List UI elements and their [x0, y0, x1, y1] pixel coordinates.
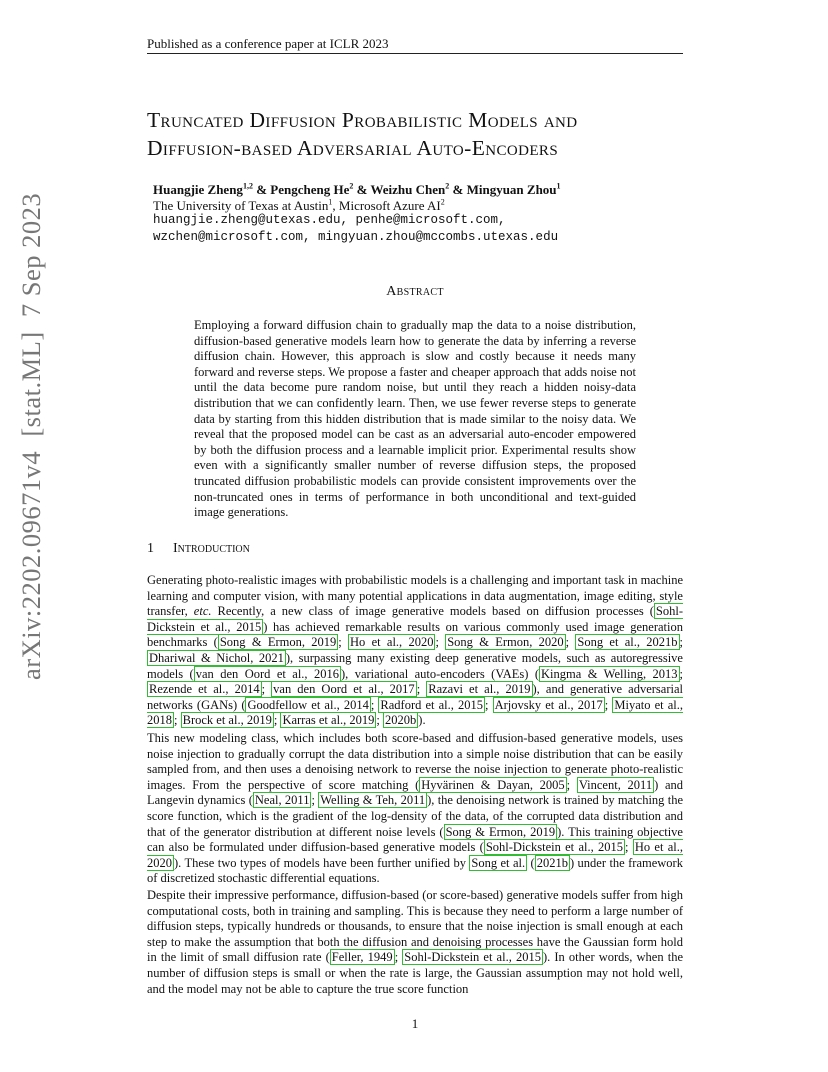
- intro-paragraph-1: Generating photo-realistic images with probabilistic models is a challenging and important task in machine learning and computer vision, with many potential applications in data augmentation, image editing, style transfer, etc. Recently, a new class of image generative models based on diffusion processes ( Sohl-Dickstein et al., 2015 ) has achieved remarkable results on various commonly used image generation benchmarks ( Song & Ermon, 2019 ; Ho et al., 2020 ; Song & Ermon, 2020 ; Song et al., 2021b ; Dhariwal & Nichol, 2021 ), surpassing many existing deep generative models, such as autoregressive models ( van den Oord et al., 2016 ), variational auto-encoders (VAEs) ( Kingma & Welling, 2013 ; Rezende et al., 2014 ; van den Oord et al., 2017 ; Razavi et al., 2019 ), and generative adversarial networks (GANs) ( Goodfellow et al., 2014 ; Radford et al., 2015 ; Arjovsky et al., 2017 ; Miyato et al., 2018 ; Brock et al., 2019 ; Karras et al., 2019 ; 2020b ).: [147, 573, 683, 728]
- paper-title: [147, 106, 707, 162]
- citation-link[interactable]: van den Oord et al., 2017: [273, 682, 415, 697]
- citation-link[interactable]: Arjovsky et al., 2017: [494, 697, 603, 712]
- citation-link[interactable]: Ho et al., 2020: [350, 635, 434, 650]
- author-sep: &: [449, 182, 467, 197]
- email-line-1: huangjie.zheng@utexas.edu, penhe@microsoft.com,: [153, 213, 506, 227]
- section-heading: [147, 541, 683, 557]
- abstract-heading: Abstract: [386, 284, 444, 299]
- arxiv-stamp: arXiv:2202.09671v4 [stat.ML] 7 Sep 2023: [16, 192, 46, 680]
- citation-link[interactable]: Sohl-Dickstein et al., 2015: [147, 604, 683, 634]
- citation-link[interactable]: Rezende et al., 2014: [149, 682, 260, 697]
- citation-link[interactable]: Dhariwal & Nichol, 2021: [149, 650, 284, 665]
- author-name: Weizhu Chen: [370, 182, 446, 197]
- citation-link[interactable]: Karras et al., 2019: [282, 713, 375, 728]
- running-header: Published as a conference paper at ICLR 2023: [147, 36, 389, 51]
- page-number: 1: [411, 1016, 419, 1031]
- author-list: [153, 182, 693, 198]
- abstract-body: Employing a forward diffusion chain to gradually map the data to a noise distribution, diffusion-based generative models learn how to generate the data by inferring a reverse diffusion chain. However, this approach is slow and costly because it needs many forward and reverse steps. We propose a faster and cheaper approach that adds noise not until the data become pure random noise, but until they reach a hidden noisy-data distribution that we can confidently learn. Then, we use fewer reverse steps to generate data by starting from this hidden distribution that is made similar to the noisy data. We reveal that the proposed model can be cast as an adversarial auto-encoder empowered by both the diffusion process and a learnable implicit prior. Experimental results show even with a significantly smaller number of reverse diffusion steps, the proposed truncated diffusion probabilistic models can provide consistent improvements over the non-truncated ones in terms of performance in both unconditional and text-guided image generations.: [194, 318, 636, 520]
- author-affil-mark: 1: [556, 181, 561, 191]
- title-line-1: Truncated Diffusion Probabilistic Models and: [147, 108, 578, 132]
- citation-link[interactable]: Radford et al., 2015: [380, 697, 484, 712]
- author-name: Pengcheng He: [270, 182, 350, 197]
- citation-link[interactable]: Song & Ermon, 2019: [445, 824, 556, 839]
- title-line-2: Diffusion-based Adversarial Auto-Encoders: [147, 136, 559, 160]
- email-line-2: wzchen@microsoft.com, mingyuan.zhou@mccombs.utexas.edu: [153, 230, 559, 244]
- citation-link[interactable]: Song & Ermon, 2020: [447, 635, 564, 650]
- author-affil-mark: 2: [349, 181, 354, 191]
- affiliations: [153, 198, 693, 214]
- citation-link[interactable]: Miyato et al., 2018: [147, 697, 683, 728]
- author-name: Huangjie Zheng: [153, 182, 243, 197]
- section-number: 1: [147, 541, 154, 556]
- citation-link[interactable]: van den Oord et al., 2016: [195, 666, 339, 681]
- intro-paragraph-2: This new modeling class, which includes both score-based and diffusion-based generative models, uses noise injection to gradually corrupt the data distribution into a simple noise distribution that can be easily sampled from, and then uses a denoising network to reverse the noise injection to generate photo-realistic images. From the perspective of score matching ( Hyvärinen & Dayan, 2005 ; Vincent, 2011 ) and Langevin dynamics ( Neal, 2011 ; Welling & Teh, 2011 ), the denoising network is trained by matching the score function, which is the gradient of the log-density of the data, of the corrupted data distribution and that of the generator distribution at different noise levels ( Song & Ermon, 2019 ). This training objective can also be formulated under diffusion-based generative models ( Sohl-Dickstein et al., 2015 ; Ho et al., 2020 ). These two types of models have been further unified by Song et al. ( 2021b ) under the framework of discretized stochastic differential equations.: [147, 731, 684, 886]
- citation-link[interactable]: Neal, 2011: [254, 793, 310, 808]
- citation-link[interactable]: 2021b: [536, 855, 568, 870]
- author-name: Mingyuan Zhou: [466, 182, 557, 197]
- citation-link[interactable]: Kingma & Welling, 2013: [541, 666, 678, 681]
- section-title: Introduction: [173, 541, 250, 556]
- header-rule: [147, 53, 683, 54]
- author-sep: &: [353, 182, 371, 197]
- citation-link[interactable]: Feller, 1949: [331, 950, 393, 965]
- affil-mark: 1: [328, 197, 333, 207]
- author-affil-mark: 2: [445, 181, 450, 191]
- affil-mark: 2: [440, 197, 445, 207]
- citation-link[interactable]: Song & Ermon, 2019: [219, 635, 337, 650]
- author-sep: &: [252, 182, 271, 197]
- citation-link[interactable]: Ho et al., 2020: [147, 840, 683, 870]
- citation-link[interactable]: Goodfellow et al., 2014: [247, 697, 369, 712]
- citation-link[interactable]: Sohl-Dickstein et al., 2015: [404, 950, 541, 965]
- affil-sep: ,: [332, 198, 339, 213]
- author-affil-mark: 1,2: [242, 181, 253, 191]
- citation-link[interactable]: Song et al., 2021b: [577, 635, 678, 650]
- citation-link[interactable]: Vincent, 2011: [578, 777, 653, 792]
- citation-link[interactable]: 2020b: [385, 713, 417, 728]
- citation-link[interactable]: Razavi et al., 2019: [428, 682, 531, 697]
- intro-paragraph-3: Despite their impressive performance, diffusion-based (or score-based) generative models suffer from high computational costs, both in training and sampling. This is because they need to perform a large number of diffusion steps, typically hundreds or thousands, to ensure that the noise injection is small enough at each step to make the assumption that both the diffusion and denoising processes have the Gaussian form hold in the limit of small diffusion rate ( Feller, 1949 ; Sohl-Dickstein et al., 2015 ). In other words, when the number of diffusion steps is small or when the rate is large, the Gaussian assumption may not hold well, and the model may not be able to capture the true score function: [147, 888, 683, 996]
- citation-link[interactable]: Brock et al., 2019: [182, 713, 272, 728]
- citation-link[interactable]: Hyvärinen & Dayan, 2005: [421, 777, 565, 792]
- affiliation-name: The University of Texas at Austin: [153, 198, 329, 213]
- citation-link[interactable]: Song et al.: [471, 855, 526, 870]
- affiliation-name: Microsoft Azure AI: [338, 198, 441, 213]
- citation-link[interactable]: Sohl-Dickstein et al., 2015: [485, 840, 624, 855]
- citation-link[interactable]: Welling & Teh, 2011: [320, 793, 426, 808]
